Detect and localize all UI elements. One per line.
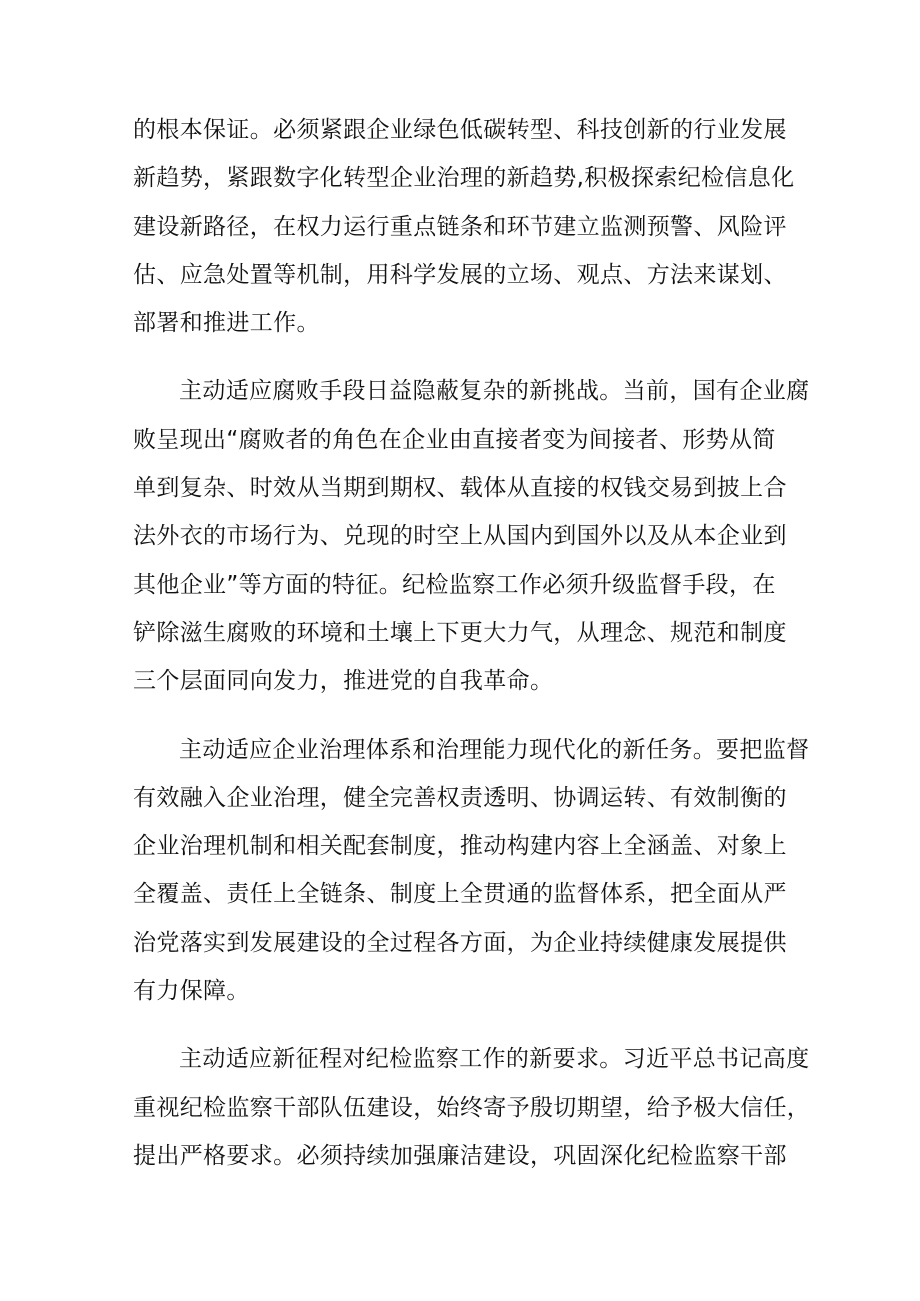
document-body	[133, 106, 811, 1200]
text-line: 有效融入企业治理，健全完善权责透明、协调运转、有效制衡的	[133, 784, 787, 811]
text-line: 提出严格要求。必须持续加强廉洁建设，巩固深化纪检监察干部	[133, 1142, 787, 1169]
text-line: 企业治理机制和相关配套制度，推动构建内容上全涵盖、对象上	[133, 833, 787, 860]
text-line: 铲除滋生腐败的环境和土壤上下更大力气，从理念、规范和制度	[133, 619, 787, 646]
text-line: 治党落实到发展建设的全过程各方面，为企业持续健康发展提供	[133, 929, 787, 956]
text-line: 部署和推进工作。	[133, 310, 320, 337]
text-line: 有力保障。	[133, 978, 250, 1005]
paragraph-new-requirements	[133, 1035, 811, 1180]
paragraph-governance-task	[133, 726, 810, 1016]
text-line: 主动适应企业治理体系和治理能力现代化的新任务。要把监督	[179, 736, 810, 763]
text-line: 其他企业”等方面的特征。纪检监察工作必须升级监督手段，在	[133, 571, 776, 598]
text-line: 重视纪检监察干部队伍建设，始终寄予殷切期望，给予极大信任，	[133, 1094, 811, 1121]
text-line: 建设新路径，在权力运行重点链条和环节建立监测预警、风险评	[133, 213, 787, 240]
text-line: 主动适应腐败手段日益隐蔽复杂的新挑战。当前，国有企业腐	[179, 378, 810, 405]
text-line: 败呈现出“腐败者的角色在企业由直接者变为间接者、形势从简	[133, 426, 776, 453]
text-line: 主动适应新征程对纪检监察工作的新要求。习近平总书记高度	[179, 1046, 810, 1073]
paragraph-corruption-challenge	[133, 367, 810, 705]
text-line: 三个层面同向发力，推进党的自我革命。	[133, 668, 554, 695]
text-line: 单到复杂、时效从当期到期权、载体从直接的权钱交易到披上合	[133, 475, 787, 502]
text-line: 估、应急处置等机制，用科学发展的立场、观点、方法来谋划、	[133, 261, 787, 288]
text-line: 全覆盖、责任上全链条、制度上全贯通的监督体系，把全面从严	[133, 881, 787, 908]
text-line: 新趋势，紧跟数字化转型企业治理的新趋势,积极探索纪检信息化	[133, 165, 795, 192]
text-line: 法外衣的市场行为、兑现的时空上从国内到国外以及从本企业到	[133, 523, 787, 550]
text-line: 的根本保证。必须紧跟企业绿色低碳转型、科技创新的行业发展	[133, 117, 787, 143]
paragraph-continuation	[133, 106, 793, 347]
